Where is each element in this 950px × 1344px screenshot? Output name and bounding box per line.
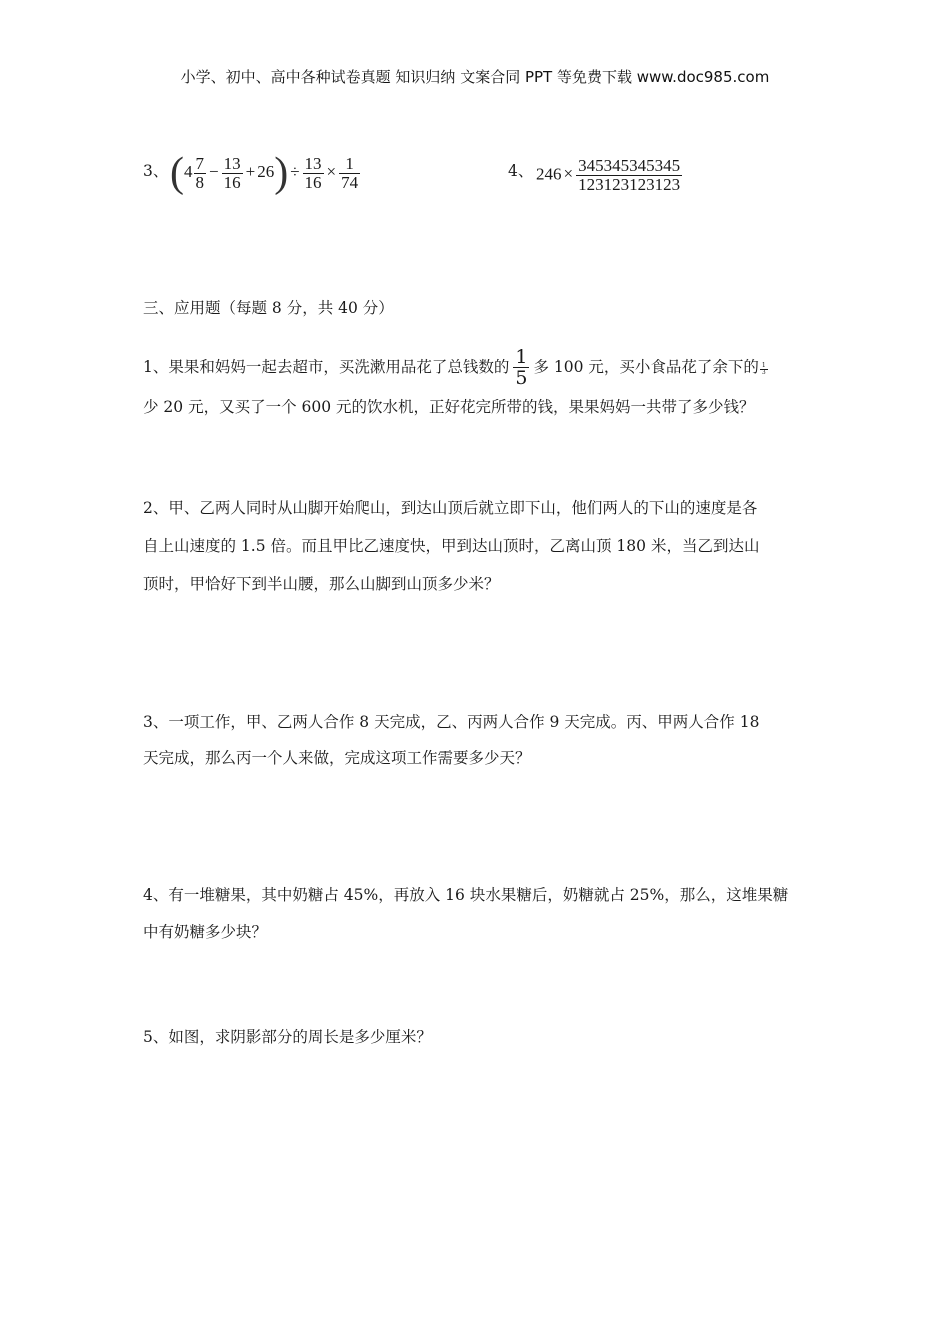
- tiny-fraction: $\frac{1}{3}$: [761, 362, 766, 376]
- fraction: $\frac{13}{16}$: [304, 153, 322, 192]
- problem-3-line-1: 3、一项工作，甲、乙两人合作 8 天完成，乙、丙两人合作 9 天完成。丙、甲两人合作 18: [143, 713, 760, 731]
- fraction: $\frac{345345345345}{123123123123}$: [578, 156, 681, 194]
- calc-problem-3-expression: [170, 152, 361, 194]
- problem-2-line-2: 自上山速度的 1.5 倍。而且甲比乙速度快，甲到达山顶时，乙离山顶 180 米，当乙到达山: [143, 537, 760, 555]
- problem-2-line-3: 顶时，甲恰好下到半山腰，那么山脚到山顶多少米？: [143, 575, 500, 593]
- fraction: $\frac{1}{5}$: [515, 346, 528, 389]
- problem-1-line-1: 1、果果和妈妈一起去超市，买洗漱用品花了总钱数的 $\frac{1}{5}$ 多 100 元，买小食品花了余下的 $\frac{1}{3}$: [143, 346, 766, 389]
- mixed-whole: 4: [184, 161, 193, 181]
- left-paren: (: [170, 150, 184, 196]
- times-sign: ×: [326, 161, 337, 181]
- plus-sign: +: [245, 161, 256, 181]
- page-header: 小学、初中、高中各种试卷真题 知识归纳 文案合同 PPT 等免费下载 www.doc985.com: [180, 68, 770, 86]
- calc-problem-3-number: 3、: [143, 162, 169, 180]
- problem-4-line-2: 中有奶糖多少块？: [143, 923, 268, 941]
- addend: 26: [257, 161, 275, 181]
- fraction: $\frac{1}{74}$: [341, 153, 359, 192]
- minus-sign: −: [209, 161, 219, 181]
- fraction: $\frac{7}{8}$: [195, 153, 204, 192]
- problem-4-line-1: 4、有一堆糖果，其中奶糖占 45%，再放入 16 块水果糖后，奶糖就占 25%，那么，这堆果糖: [143, 886, 789, 904]
- divide-sign: ÷: [290, 161, 300, 181]
- calc-problem-4-expression: [536, 157, 683, 194]
- problem-5-line-1: 5、如图，求阴影部分的周长是多少厘米？: [143, 1028, 432, 1046]
- problem-1-line-2: 少 20 元，又买了一个 600 元的饮水机，正好花完所带的钱，果果妈妈一共带了多少钱？: [143, 398, 755, 416]
- section-title: 三、应用题（每题 8 分，共 40 分）: [143, 299, 394, 317]
- fraction: $\frac{13}{16}$: [223, 153, 241, 192]
- right-paren: ): [274, 150, 289, 196]
- problem-3-line-2: 天完成，那么丙一个人来做，完成这项工作需要多少天？: [143, 749, 531, 767]
- times-sign: ×: [563, 164, 574, 184]
- multiplicand: 246: [536, 164, 562, 184]
- problem-2-line-1: 2、甲、乙两人同时从山脚开始爬山，到达山顶后就立即下山，他们两人的下山的速度是各: [143, 499, 758, 517]
- calc-problem-4-number: 4、: [508, 162, 534, 180]
